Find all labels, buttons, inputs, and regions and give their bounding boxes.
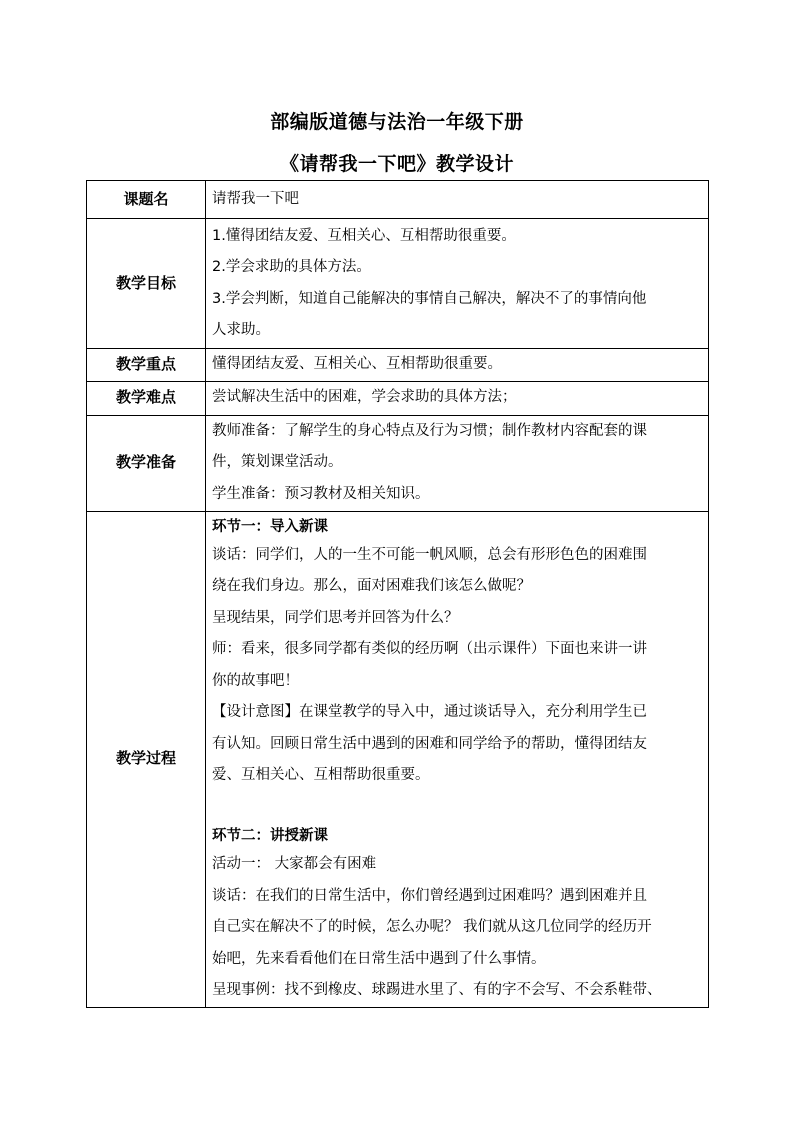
objective-line: 1.懂得团结友爱、互相关心、互相帮助很重要。 [212,227,516,244]
label-process: 教学过程 [87,511,206,1007]
label-preparation: 教学准备 [87,415,206,511]
process-line: 【设计意图】在课堂教学的导入中，通过谈话导入，充分利用学生已 [212,704,647,720]
process-line: 师：看来，很多同学都有类似的经历啊（出示课件）下面也来讲一讲 [212,641,647,657]
value-preparation [206,415,709,511]
process-line: 活动一： 大家都会有困难 [212,856,377,872]
label-difficulty: 教学难点 [87,381,206,415]
value-key-point: 懂得团结友爱、互相关心、互相帮助很重要。 [206,349,709,382]
objective-line: 2.学会求助的具体方法。 [212,259,371,275]
value-objectives [206,219,709,349]
value-topic: 请帮我一下吧 [206,181,709,219]
row-difficulty [87,381,709,415]
objective-line: 人求助。 [212,322,270,338]
process-line: 呈现事例：找不到橡皮、球踢进水里了、有的字不会写、不会系鞋带、 [212,982,662,998]
preparation-line: 学生准备：预习教材及相关知识。 [212,485,430,502]
process-line: 谈话：同学们，人的一生不可能一帆风顺，总会有形形色色的困难围 [212,546,647,563]
objective-line: 3.学会判断，知道自己能解决的事情自己解决，解决不了的事情向他 [212,290,647,307]
process-line: 有认知。回顾日常生活中遇到的困难和同学给予的帮助，懂得团结友 [212,735,647,752]
process-line: 绕在我们身边。那么，面对困难我们该怎么做呢？ [212,578,531,594]
process-line: 自己实在解决不了的时候，怎么办呢？ 我们就从这几位同学的经历开 [212,919,652,935]
section-heading: 环节一：导入新课 [212,518,328,535]
row-key-point [87,349,709,382]
spacer [212,792,708,824]
section-heading: 环节二：讲授新课 [212,828,328,844]
value-difficulty: 尝试解决生活中的困难，学会求助的具体方法； [206,381,709,415]
preparation-line: 教师准备：了解学生的身心特点及行为习惯；制作教材内容配套的课 [212,422,647,439]
label-topic: 课题名 [87,181,206,219]
process-line: 你的故事吧！ [212,672,299,689]
row-objectives [87,219,709,349]
value-process [206,511,709,1007]
label-key-point: 教学重点 [87,349,206,382]
preparation-line: 件，策划课堂活动。 [212,454,343,471]
row-preparation [87,415,709,511]
document-title: 部编版道德与法治一年级下册 [270,111,524,133]
row-process [87,511,709,1007]
label-objectives: 教学目标 [87,219,206,349]
process-line: 呈现结果，同学们思考并回答为什么？ [212,609,459,626]
document-subtitle: 《请帮我一下吧》教学设计 [279,153,514,175]
process-line: 谈话：在我们的日常生活中，你们曾经遇到过困难吗？遇到困难并且 [212,887,647,904]
process-line: 始吧，先来看看他们在日常生活中遇到了什么事情。 [212,950,546,967]
lesson-plan-table [86,180,709,1008]
process-line: 爱、互相关心、互相帮助很重要。 [212,767,430,783]
row-topic [87,181,709,219]
